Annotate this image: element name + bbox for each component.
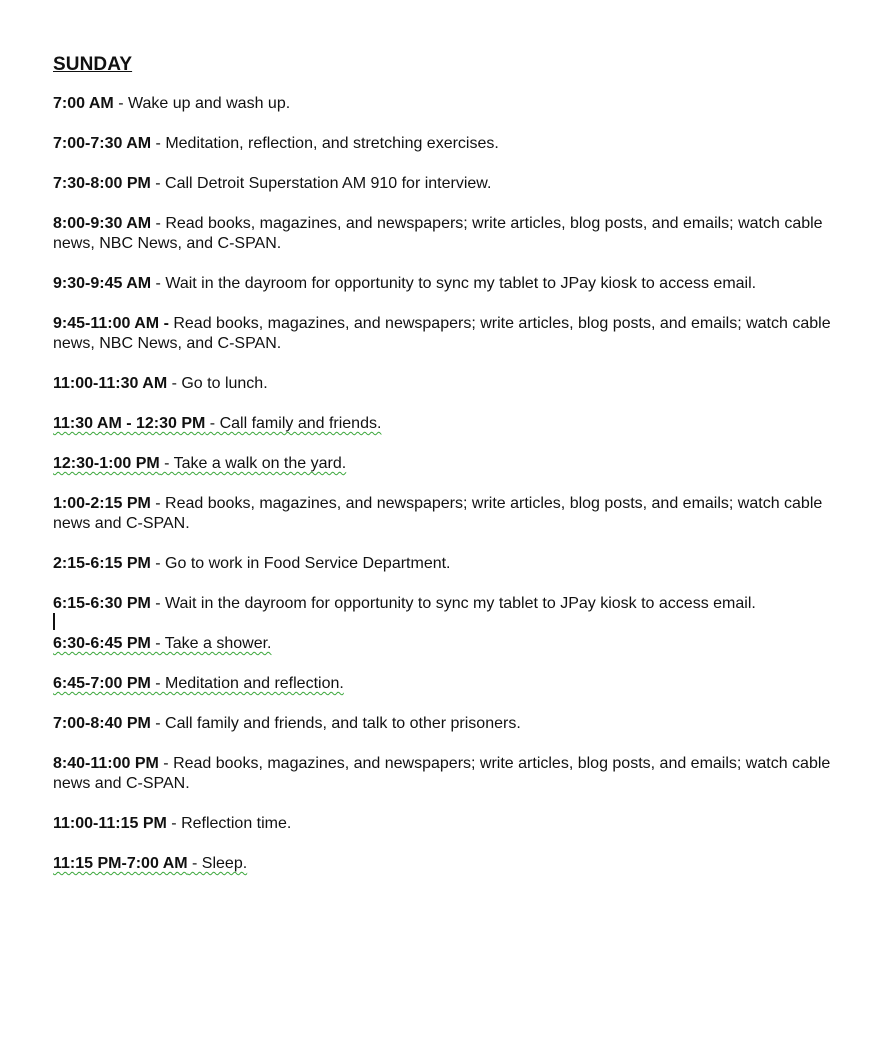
schedule-entry [53,214,833,254]
schedule-entry [53,174,833,194]
schedule-entry [53,714,833,734]
entry-time: 1:00-2:15 PM [53,495,151,512]
schedule-entry [53,274,833,294]
schedule-entry [53,314,833,354]
entry-time: 6:30-6:45 PM [53,635,151,652]
entry-text: - Take a shower. [150,635,272,652]
entry-time: 2:15-6:15 PM [53,555,151,572]
grammar-flagged-span[interactable] [53,855,247,872]
entry-text: - Wake up and wash up. [113,95,291,112]
page-title: SUNDAY [53,54,133,75]
entry-time: 7:30-8:00 PM [53,175,151,192]
schedule-entry [53,454,833,474]
entry-text: - Call family and friends, and talk to other prisoners. [150,715,521,732]
entry-time: 11:00-11:30 AM [53,375,168,392]
entry-time: 6:45-7:00 PM [53,675,151,692]
schedule-entry [53,94,833,114]
grammar-flagged-span[interactable] [53,455,346,472]
entry-text: - Wait in the dayroom for opportunity to sync my tablet to JPay kiosk to access email. [150,595,756,612]
entry-text: - Read books, magazines, and newspapers; write articles, blog posts, and emails; watch cable news, NBC News, and C-SPAN. [53,215,823,252]
entry-text: - Call Detroit Superstation AM 910 for interview. [150,175,492,192]
schedule-entry [53,634,833,654]
entry-text: - Wait in the dayroom for opportunity to sync my tablet to JPay kiosk to access email. [151,275,757,292]
entry-time: 11:15 PM-7:00 AM [53,855,188,872]
entry-text: - Meditation and reflection. [150,675,344,692]
schedule-entry [53,814,833,834]
schedule-entry [53,374,833,394]
entry-time: 11:30 AM - 12:30 PM [53,415,206,432]
entry-text: - Sleep. [187,855,248,872]
schedule-entry [53,554,833,574]
schedule-entry [53,674,833,694]
grammar-flagged-span[interactable] [53,675,344,692]
entry-time: 8:00-9:30 AM [53,215,152,232]
entry-text: - Take a walk on the yard. [159,455,347,472]
schedule-entry [53,494,833,534]
entry-text: - Meditation, reflection, and stretching exercises. [151,135,499,152]
entry-time: 8:40-11:00 PM [53,755,159,772]
grammar-flagged-span[interactable] [53,635,271,652]
grammar-flagged-span[interactable] [53,415,381,432]
entry-time: 7:00-8:40 PM [53,715,151,732]
entry-text: - Go to lunch. [167,375,268,392]
entry-text: - Go to work in Food Service Department. [150,555,451,572]
schedule-entry [53,134,833,154]
text-cursor [53,613,55,630]
entry-text: - Call family and friends. [205,415,382,432]
entry-text: - Reflection time. [166,815,292,832]
entry-text: Read books, magazines, and newspapers; write articles, blog posts, and emails; watch cable news, NBC News, and C-SPAN. [53,315,831,352]
entry-time: 7:00 AM [53,95,114,112]
entry-time: 11:00-11:15 PM [53,815,167,832]
entry-time: 9:30-9:45 AM [53,275,152,292]
entry-text: - Read books, magazines, and newspapers; write articles, blog posts, and emails; watch cable news and C-SPAN. [53,495,823,532]
entry-time: 6:15-6:30 PM [53,595,151,612]
entry-text: - Read books, magazines, and newspapers; write articles, blog posts, and emails; watch cable news and C-SPAN. [53,755,831,792]
schedule-entry [53,854,833,874]
schedule-entry [53,754,833,794]
entry-time: 7:00-7:30 AM [53,135,152,152]
schedule-entry [53,414,833,434]
entry-time: 12:30-1:00 PM [53,455,160,472]
entry-time: 9:45-11:00 AM - [53,315,169,332]
schedule-entry [53,594,833,614]
